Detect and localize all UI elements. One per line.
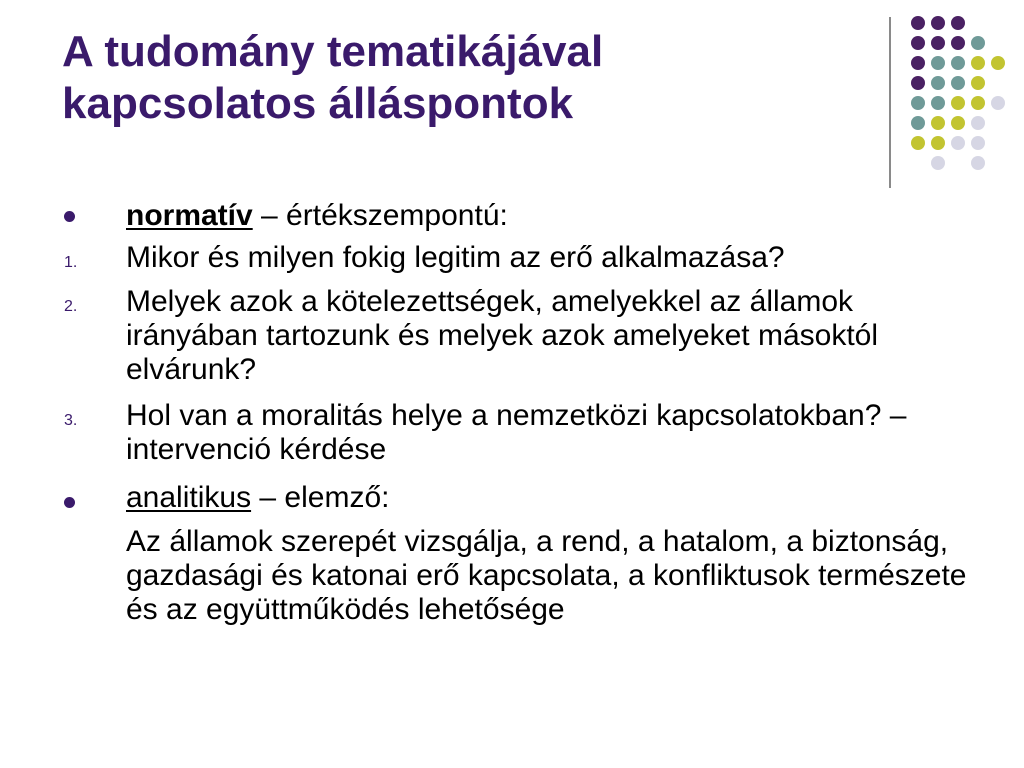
bullet-normativ-text: – értékszempontú: — [252, 199, 508, 232]
term-analitikus: analitikus — [126, 481, 252, 514]
numbered-item-2: Melyek azok a kötelezettségek, amelyekkel az államok irányában tartozunk és melyek azok amelyeket másoktól elvárunk? — [126, 285, 879, 386]
term-normativ: normatív — [126, 199, 253, 232]
title-line-1: A tudomány tematikájával — [62, 27, 604, 76]
list-number: 3. — [64, 412, 78, 429]
bullet-marker — [64, 497, 75, 508]
bullet-marker — [64, 211, 75, 222]
bullet-normativ — [126, 199, 986, 233]
title-line-2: kapcsolatos álláspontok — [62, 79, 574, 128]
list-number: 1. — [64, 254, 78, 271]
numbered-item-3: Hol van a moralitás helye a nemzetközi kapcsolatokban? – intervenció kérdése — [126, 399, 907, 466]
bullet-analitikus-text: – elemző: — [251, 481, 390, 514]
list-number: 2. — [64, 298, 78, 315]
analitikus-description: Az államok szerepét vizsgálja, a rend, a hatalom, a biztonság, gazdasági és katonai erő kapcsolata, a konfliktusok természete és az együttműködés lehetősége — [126, 525, 967, 626]
bullet-analitikus — [126, 481, 986, 515]
numbered-item-1: Mikor és milyen fokig legitim az erő alkalmazása? — [126, 241, 785, 274]
